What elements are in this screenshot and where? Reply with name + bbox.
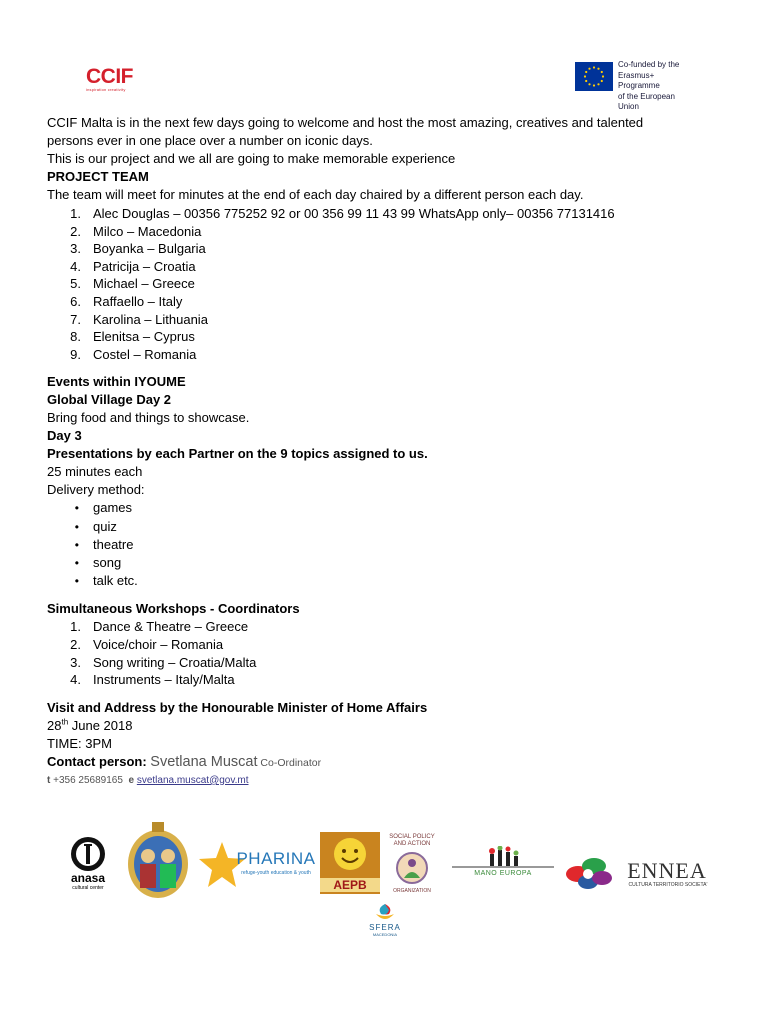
eu-star bbox=[585, 71, 587, 73]
list-item: 2. Voice/choir – Romania bbox=[70, 636, 224, 652]
eu-flag-icon bbox=[575, 62, 613, 91]
eu-star bbox=[601, 80, 603, 82]
list-item: 5. Michael – Greece bbox=[70, 276, 195, 292]
contact-name: Svetlana Muscat bbox=[150, 753, 258, 770]
visit-time: TIME: 3PM bbox=[47, 735, 113, 751]
ccif-logo bbox=[86, 66, 136, 94]
eu-star bbox=[597, 68, 599, 70]
delivery-label: Delivery method: bbox=[47, 482, 145, 498]
delivery-methods-list bbox=[47, 499, 727, 590]
document-body bbox=[47, 114, 727, 788]
eu-star bbox=[588, 83, 590, 85]
day3-heading: Day 3 bbox=[47, 428, 82, 444]
intro-line: CCIF Malta is in the next few days going to welcome and host the most amazing, creatives and talented bbox=[47, 115, 644, 130]
eu-star bbox=[601, 71, 603, 73]
list-item: 2. Milco – Macedonia bbox=[70, 223, 202, 239]
day3-text: Presentations by each Partner on the 9 topics assigned to us. bbox=[47, 446, 428, 462]
eu-star bbox=[602, 75, 604, 77]
project-team-heading: PROJECT TEAM bbox=[47, 169, 149, 184]
project-team-description: The team will meet for minutes at the end of each day chaired by a different person each day. bbox=[47, 187, 584, 202]
eu-cofunded-text: Co-funded by the Erasmus+ Programme of the European Union bbox=[618, 60, 680, 111]
list-item: • theatre bbox=[74, 536, 134, 552]
list-item: • quiz bbox=[74, 518, 117, 534]
day2-text: Bring food and things to showcase. bbox=[47, 410, 250, 426]
workshops-list bbox=[47, 618, 727, 688]
list-item: • song bbox=[74, 554, 122, 570]
partner-logos bbox=[0, 820, 768, 950]
duration-text: 25 minutes each bbox=[47, 464, 143, 480]
eu-cofunded-logo bbox=[575, 60, 695, 111]
contact-details: t +356 25689165 e svetlana.muscat@gov.mt bbox=[47, 774, 249, 786]
list-item: 4. Patricija – Croatia bbox=[70, 258, 196, 274]
list-item: • games bbox=[74, 500, 133, 516]
contact-role: Co-Ordinator bbox=[257, 756, 322, 769]
aepb-logo: AEPB bbox=[320, 832, 380, 894]
intro-line: persons ever in one place over a number on iconic days. bbox=[47, 133, 373, 148]
contact-label: Contact person: bbox=[47, 753, 151, 769]
mano-europa-logo: MANO EUROPA bbox=[452, 846, 554, 880]
eu-star bbox=[597, 83, 599, 85]
contact-person bbox=[47, 753, 727, 772]
social-policy-logo: SOCIAL POLICY AND ACTION ORGANIZATION bbox=[389, 834, 435, 894]
list-item: 9. Costel – Romania bbox=[70, 346, 197, 362]
ccif-logo-text: CCIF bbox=[86, 65, 133, 88]
intro-line: This is our project and we all are going to make memorable experience bbox=[47, 151, 456, 166]
ennea-logo: ENNEA CULTURA TERRITORIO SOCIETA' bbox=[562, 852, 718, 898]
eu-star bbox=[593, 66, 595, 68]
visit-heading: Visit and Address by the Honourable Minister of Home Affairs bbox=[47, 699, 428, 715]
visit-date: 28th June 2018 bbox=[47, 717, 133, 733]
list-item: 8. Elenitsa – Cyprus bbox=[70, 329, 195, 345]
eu-star bbox=[588, 68, 590, 70]
eu-star bbox=[584, 75, 586, 77]
list-item: • talk etc. bbox=[74, 573, 138, 589]
anasa-logo: anasa cultural center bbox=[58, 834, 118, 890]
events-heading: Events within IYOUME bbox=[47, 374, 186, 390]
eu-star bbox=[593, 84, 595, 86]
orthodox-icon-logo bbox=[122, 820, 194, 900]
workshops-heading: Simultaneous Workshops - Coordinators bbox=[47, 601, 300, 617]
list-item: 1. Dance & Theatre – Greece bbox=[70, 619, 249, 635]
list-item: 3. Song writing – Croatia/Malta bbox=[70, 654, 257, 670]
list-item: 1. Alec Douglas – 00356 775252 92 or 00 356 99 11 43 99 WhatsApp only– 00356 77131416 bbox=[70, 206, 615, 221]
list-item: 7. Karolina – Lithuania bbox=[70, 311, 208, 327]
day2-heading: Global Village Day 2 bbox=[47, 392, 172, 408]
project-team-list bbox=[47, 205, 727, 363]
eu-star bbox=[585, 80, 587, 82]
sfera-logo: SFERA MACEDONIA bbox=[364, 902, 406, 938]
list-item: 6. Raffaello – Italy bbox=[70, 293, 183, 309]
list-item: 3. Boyanka – Bulgaria bbox=[70, 241, 206, 257]
pharina-logo: PHARINA refuge-youth education & youth bbox=[198, 840, 318, 896]
contact-phone: +356 25689165 bbox=[50, 774, 123, 786]
ccif-logo-tagline: inspiration creativity bbox=[86, 87, 126, 92]
contact-email-link[interactable]: svetlana.muscat@gov.mt bbox=[136, 774, 249, 786]
list-item: 4. Instruments – Italy/Malta bbox=[70, 672, 235, 688]
